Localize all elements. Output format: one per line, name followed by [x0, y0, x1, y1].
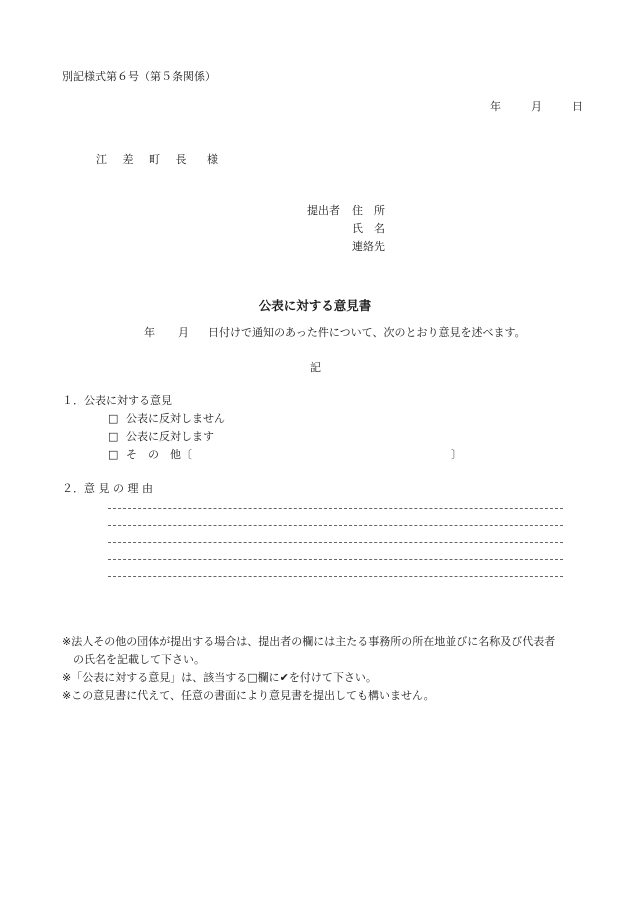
- submitter-contact-label: 連絡先: [352, 240, 385, 253]
- addressee-name: 江 差 町 長: [96, 153, 193, 166]
- checkbox[interactable]: □: [108, 430, 119, 443]
- option-other[interactable]: [108, 446, 192, 462]
- reason-line-2[interactable]: [108, 525, 563, 526]
- reason-line-1[interactable]: [108, 508, 563, 509]
- note-3: ※この意見書に代えて、任意の書面により意見書を提出しても構いません。: [62, 689, 435, 702]
- section2-heading: ２．意 見 の 理 由: [62, 482, 153, 495]
- intro-year: 年: [144, 326, 155, 339]
- form-number: 別記様式第６号（第５条関係）: [62, 70, 216, 83]
- option-label: 公表に反対しません: [126, 412, 225, 425]
- addressee-honorific: 様: [207, 153, 218, 166]
- option-no-objection[interactable]: [108, 410, 225, 426]
- date-day: 日: [572, 100, 583, 113]
- bracket-open: 〔: [181, 448, 192, 461]
- bracket-close: 〕: [451, 448, 462, 461]
- date-year: 年: [490, 100, 501, 113]
- option-objection[interactable]: [108, 428, 214, 444]
- checkbox[interactable]: □: [108, 412, 119, 425]
- ki-marker: 記: [310, 361, 321, 374]
- option-label: 公表に反対します: [126, 430, 214, 443]
- submitter-name-label: 氏 名: [352, 222, 385, 235]
- note-1-continued: の氏名を記載して下さい。: [73, 653, 205, 666]
- note-1: ※法人その他の団体が提出する場合は、提出者の欄には主たる事務所の所在地並びに名称及び代表者: [62, 635, 556, 648]
- reason-line-4[interactable]: [108, 559, 563, 560]
- submitter-address-label: 住 所: [352, 204, 385, 217]
- section1-heading: １．公表に対する意見: [62, 394, 172, 407]
- intro-text: 日付けで通知のあった件について、次のとおり意見を述べます。: [208, 326, 526, 339]
- document-title: 公表に対する意見書: [258, 298, 372, 313]
- date-month: 月: [531, 100, 542, 113]
- submitter-label: 提出者: [307, 204, 340, 217]
- reason-line-5[interactable]: [108, 576, 563, 577]
- date-line: [490, 98, 583, 114]
- option-label: そ の 他: [126, 448, 181, 461]
- note-2: ※「公表に対する意見」は、該当する□欄に✔を付けて下さい。: [62, 671, 377, 684]
- other-input-field[interactable]: [196, 446, 446, 460]
- reason-line-3[interactable]: [108, 542, 563, 543]
- intro-month: 月: [178, 326, 189, 339]
- checkbox[interactable]: □: [108, 448, 119, 461]
